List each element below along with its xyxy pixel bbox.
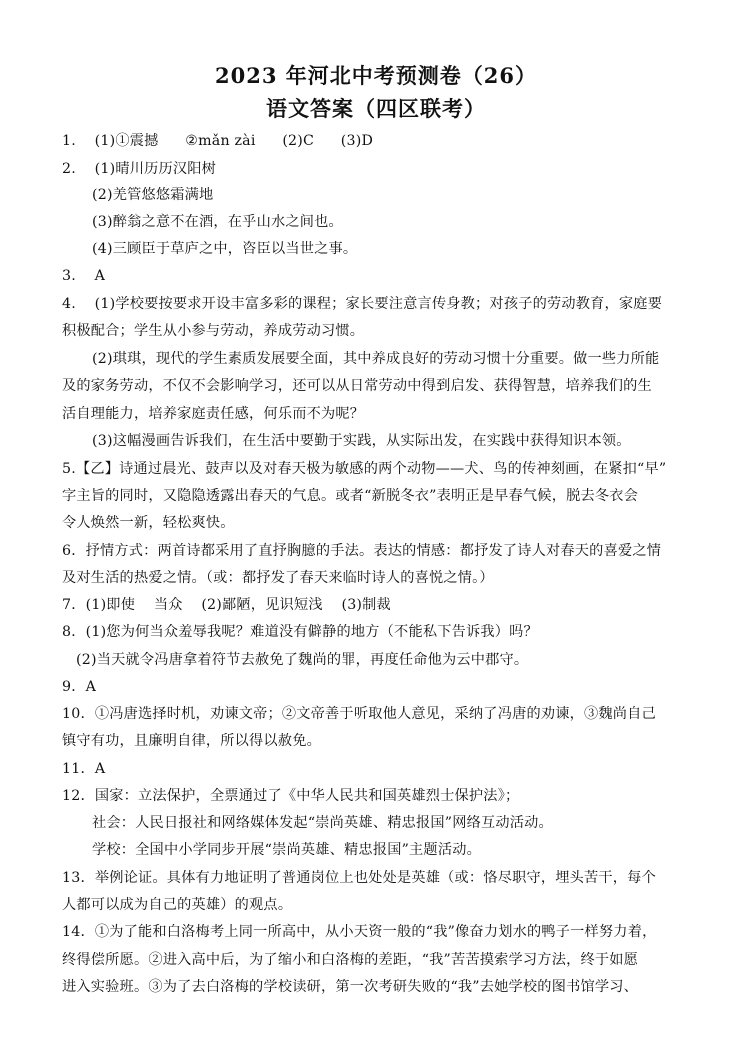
answer-3-choice: A: [94, 268, 106, 284]
answer-11: 11．A: [62, 761, 106, 777]
answer-1-part-d: (3)D: [340, 133, 374, 149]
answer-4-line-1: (1)学校要按要求开设丰富多彩的课程；家长要注意言传身教；对孩子的劳动教育，家庭要: [94, 296, 663, 312]
answer-14-line-1: 14．①为了能和白洛梅考上同一所高中，从小天资一般的“我”像奋力划水的鸭子一样努力着，: [62, 924, 657, 940]
answer-8-line-1: 8．(1)您为何当众羞辱我呢？难道没有僻静的地方（不能私下告诉我）吗？: [62, 624, 538, 640]
answer-5-line-1: 5.【乙】诗通过晨光、鼓声以及对春天极为敏感的两个动物——犬、鸟的传神刻画，在紧扣“早”: [62, 461, 667, 477]
answer-3-number: 3.: [62, 268, 76, 284]
answer-2-line-1: (1)晴川历历汉阳树: [94, 161, 217, 177]
answer-7-part-d: (3)制裁: [341, 597, 391, 613]
page-title: 2023 年河北中考预测卷（26）: [215, 63, 537, 88]
answer-7-part-a: 7．(1)即使: [62, 597, 136, 613]
answer-3: [62, 266, 105, 286]
answer-6-line-1: 6．抒情方式：两首诗都采用了直抒胸臆的手法。表达的情感：都抒发了诗人对春天的喜爱之情: [62, 543, 662, 559]
answer-2-line-3: (3)醉翁之意不在酒，在乎山水之间也。: [92, 214, 343, 230]
answer-1: [62, 131, 373, 151]
answer-1-part-b: ②mǎn zài: [185, 133, 256, 149]
answer-12-line-1: 12．国家：立法保护，全票通过了《中华人民共和国英雄烈士保护法》；: [62, 788, 520, 804]
answer-8-line-2: (2)当天就令冯唐拿着符节去赦免了魏尚的罪，再度任命他为云中郡守。: [76, 652, 529, 668]
answer-6-line-2: 及对生活的热爱之情。（或：都抒发了春天来临时诗人的喜悦之情。）: [62, 570, 494, 586]
answer-2-line-4: (4)三顾臣于草庐之中，咨臣以当世之事。: [92, 241, 358, 257]
answer-4-line-6: (3)这幅漫画告诉我们，在生活中要勤于实践，从实际出发，在实践中获得知识本领。: [92, 433, 631, 449]
answer-7: [62, 595, 391, 615]
answer-9: 9．A: [62, 679, 97, 695]
answer-7-part-b: 当众: [153, 597, 183, 613]
answer-2-line-2: (2)羌管悠悠霜满地: [92, 187, 214, 203]
answer-4: [62, 294, 662, 314]
answer-4-line-4: 及的家务劳动，不仅不会影响学习，还可以从日常劳动中得到启发、获得智慧，培养我们的生: [62, 378, 652, 394]
answer-10-line-1: 10．①冯唐选择时机，劝谏文帝；②文帝善于听取他人意见，采纳了冯唐的劝谏，③魏尚自己: [62, 706, 656, 722]
answer-10-line-2: 镇守有功，且廉明自律，所以得以赦免。: [62, 733, 321, 749]
answer-4-line-3: (2)琪琪，现代的学生素质发展要全面，其中养成良好的劳动习惯十分重要。做一些力所能: [92, 351, 660, 367]
answer-5-line-3: 令人焕然一新，轻松爽快。: [62, 515, 235, 531]
answer-4-line-5: 活自理能力，培养家庭责任感，何乐而不为呢？: [62, 406, 365, 422]
answer-4-number: 4.: [62, 296, 76, 312]
answer-4-line-2: 积极配合；学生从小参与劳动，养成劳动习惯。: [62, 323, 365, 339]
answer-1-number: 1.: [62, 133, 76, 149]
answer-5-line-2: 字主旨的同时，又隐隐透露出春天的气息。或者“新脱冬衣”表明正是早春气候，脱去冬衣会: [62, 488, 639, 504]
answer-2: [62, 159, 216, 179]
answer-14-line-2: 终得偿所愿。②进入高中后，为了缩小和白洛梅的差距，“我”苦苦摸索学习方法，终于如愿: [62, 952, 639, 968]
answer-13-line-1: 13．举例论证。具体有力地证明了普通岗位上也处处是英雄（或：恪尽职守，埋头苦干，每个: [62, 870, 656, 886]
answer-2-number: 2.: [62, 161, 76, 177]
page-subtitle: 语文答案（四区联考）: [266, 96, 486, 121]
answer-12-line-3: 学校：全国中小学同步开展“崇尚英雄、精忠报国”主题活动。: [92, 842, 481, 858]
answer-1-part-c: (2)C: [282, 133, 315, 149]
answer-12-line-2: 社会：人民日报社和网络媒体发起“崇尚英雄、精忠报国”网络互动活动。: [92, 815, 553, 831]
answer-7-part-c: (2)鄙陋，见识短浅: [201, 597, 323, 613]
answer-14-line-3: 进入实验班。③为了去白洛梅的学校读研，第一次考研失败的“我”去她学校的图书馆学习、: [62, 979, 639, 995]
answer-13-line-2: 人都可以成为自己的英雄）的观点。: [62, 897, 293, 913]
answer-1-part-a: (1)①震撼: [94, 133, 159, 149]
